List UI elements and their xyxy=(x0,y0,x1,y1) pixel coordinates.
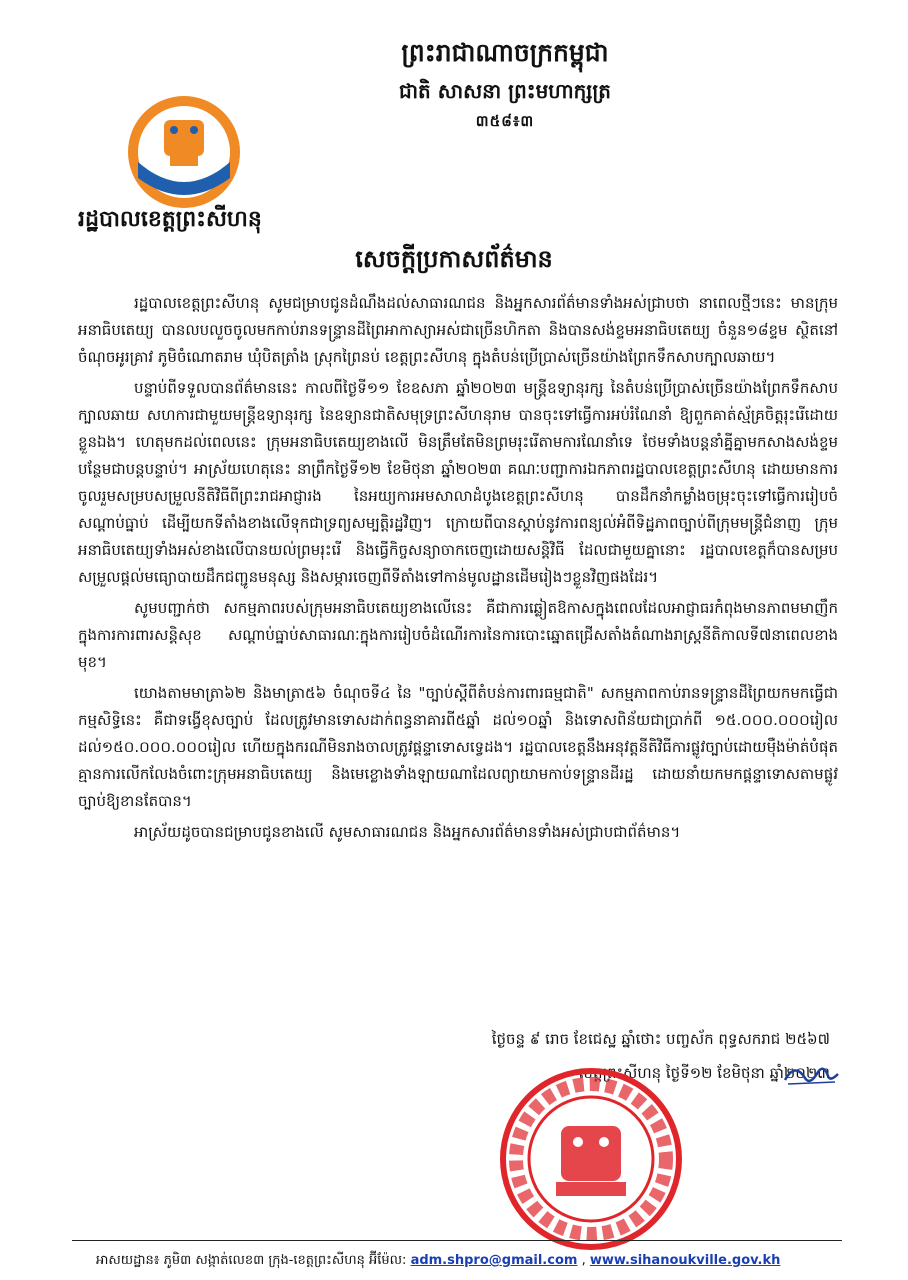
lunar-date: ថ្ងៃចន្ទ ៩ រោច ខែជេស្ឋ ឆ្នាំថោះ បញ្ចស័ក ពុទ្ធសករាជ ២៥៦៧ xyxy=(491,1030,830,1048)
kingdom-heading: ព្រះរាជាណាចក្រកម្ពុជា xyxy=(401,38,609,67)
paragraph: បន្ទាប់ពីទទួលបានព័ត៌មាននេះ កាលពីថ្ងៃទី១១ ខែឧសភា ឆ្នាំ២០២៣ មន្ត្រីឧទ្យានុរក្ស នៃតំបន់ប្រើប្រាស់ច្រើនយ៉ាងព្រែកទឹកសាបក្បាលឆាយ សហការជាមួយមន្ត្រីឧទ្យានុរក្ស នៃឧទ្យានជាតិសមុទ្រព្រះសីហនុរាម បានចុះទៅធ្វើការអប់រំណែនាំ ឱ្យពួកគាត់ស្ម័គ្រចិត្តរុះរើដោយខ្លួនឯង។ ហេតុមកដល់ពេលនេះ ក្រុមអនាធិបតេយ្យខាងលើ មិនត្រឹមតែមិនព្រមរុះរើតាមការណែនាំទេ ថែមទាំងបន្តនាំគ្នីគ្នាមកសាងសង់ខ្ទម បន្ថែមជាបន្តបន្ទាប់។ អាស្រ័យហេតុនេះ នាព្រឹកថ្ងៃទី១២ ខែមិថុនា ឆ្នាំ២០២៣ គណៈបញ្ជាការឯកភាពរដ្ឋបាលខេត្តព្រះសីហនុ ដោយមានការចូលរួមសម្របសម្រួលនីតិវិធីពីព្រះរាជអាជ្ញារង នៃអយ្យការអមសាលាដំបូងខេត្តព្រះសីហនុ បានដឹកនាំកម្លាំងចម្រុះចុះទៅធ្វើការរៀបចំសណ្តាប់ធ្នាប់ ដើម្បីយកទីតាំងខាងលើទុកជាទ្រព្យសម្បត្តិរដ្ឋវិញ។ ក្រោយពីបានស្តាប់នូវការពន្យល់អំពីទិដ្ឋភាពច្បាប់ពីក្រុមមន្ត្រីជំនាញ ក្រុមអនាធិបតេយ្យទាំងអស់ខាងលើបានយល់ព្រមរុះរើ និងធ្វើកិច្ចសន្យាចាកចេញដោយសន្តិវិធី ដែលជាមួយគ្នានោះ រដ្ឋបាលខេត្តក៏បានសម្របសម្រួលផ្តល់មធ្យោបាយដឹកជញ្ជូនមនុស្ស និងសម្ភារចេញពីទីតាំងទៅកាន់មូលដ្ឋានដើមរៀងៗខ្លួនវិញផងដែរ។ xyxy=(78,379,838,586)
administration-name: រដ្ឋបាលខេត្តព្រះសីហនុ xyxy=(78,207,262,232)
paragraph: រដ្ឋបាលខេត្តព្រះសីហនុ សូមជម្រាបជូនដំណឹងដល់សាធារណជន និងអ្នកសារព័ត៌មានទាំងអស់ជ្រាបថា នាពេលថ្មីៗនេះ មានក្រុមអនាធិបតេយ្យ បានលបលួចចូលមកកាប់រានទន្ទ្រានដីព្រៃអាកាស្យាអស់ជាច្រើនហិកតា និងបានសង់ខ្ទមអនាធិបតេយ្យ ចំនួន១៨ខ្ទម ស្ថិតនៅចំណុចអូរគ្រាវ ភូមិចំណោតរាម ឃុំបិតត្រាំង ស្រុកព្រៃនប់ ខេត្តព្រះសីហនុ ក្នុងតំបន់ប្រើប្រាស់ច្រើនយ៉ាងព្រែកទឹកសាបក្បាលឆាយ។ xyxy=(78,294,838,366)
signature-icon xyxy=(780,1060,840,1090)
document-title: សេចក្តីប្រកាសព័ត៌មាន xyxy=(355,245,553,273)
footer-divider xyxy=(72,1240,842,1241)
footer-address: អាសយដ្ឋាន៖ ភូមិ៣ សង្កាត់លេខ៣ ក្រុង-ខេត្តព្រះសីហនុ អ៊ីម៉ែល: xyxy=(96,1253,407,1268)
website-link[interactable]: www.sihanoukville.gov.kh xyxy=(589,1253,781,1268)
provincial-emblem-icon xyxy=(124,92,244,212)
footer-separator: , xyxy=(577,1253,590,1268)
paragraph: សូមបញ្ជាក់ថា សកម្មភាពរបស់ក្រុមអនាធិបតេយ្យខាងលើនេះ គឺជាការឆ្លៀតឱកាសក្នុងពេលដែលអាជ្ញាធរកំពុងមានភាពមមាញឹកក្នុងការការពារសន្តិសុខ សណ្តាប់ធ្នាប់សាធារណៈក្នុងការរៀបចំដំណើរការនៃការបោះឆ្នោតជ្រើសតាំងតំណាងរាស្ត្រនីតិកាលទី៧នាពេលខាងមុខ។ xyxy=(78,599,838,671)
official-seal-icon xyxy=(496,1064,686,1254)
solar-date: ខេត្តព្រះសីហនុ ថ្ងៃទី១២ ខែមិថុនា ឆ្នាំ២០២៣ xyxy=(578,1064,830,1082)
paragraph: អាស្រ័យដូចបានជម្រាបជូនខាងលើ សូមសាធារណជន និងអ្នកសារព័ត៌មានទាំងអស់ជ្រាបជាព័ត៌មាន។ xyxy=(134,823,681,841)
document-body xyxy=(78,290,838,850)
ornament-symbol: ៣៥៨៖៣ xyxy=(475,112,535,130)
paragraph: យោងតាមមាត្រា៦២ និងមាត្រា៥៦ ចំណុចទី៤ នៃ "ច្បាប់ស្តីពីតំបន់ការពារធម្មជាតិ" សកម្មភាពកាប់រានទន្ទ្រានដីព្រៃយកមកធ្វើជាកម្មសិទ្ធិនេះ គឺជាទង្វើខុសច្បាប់ ដែលត្រូវមានទោសដាក់ពន្ធនាគារពី៥ឆ្នាំ ដល់១០ឆ្នាំ និងទោសពិន័យជាប្រាក់ពី ១៥.០០០.០០០រៀល ដល់១៥០.០០០.០០០រៀល ហើយក្នុងករណីមិនរាងចាលត្រូវផ្តន្ទាទោសទ្វេដង។ រដ្ឋបាលខេត្តនឹងអនុវត្តនីតិវិធីការផ្លូវច្បាប់ដោយម៉ឺងម៉ាត់បំផុតគ្មានការលើកលែងចំពោះក្រុមអនាធិបតេយ្យ និងមេខ្លោងទាំងឡាយណាដែលព្យាយាមកាប់ទន្ទ្រានដីរដ្ឋ ដោយនាំយកមកផ្តន្ទាទោសតាមផ្លូវច្បាប់ឱ្យខានតែបាន។ xyxy=(78,684,838,810)
national-motto: ជាតិ សាសនា ព្រះមហាក្សត្រ xyxy=(399,79,611,103)
email-link[interactable]: adm.shpro@gmail.com xyxy=(410,1253,578,1268)
footer xyxy=(96,1252,856,1271)
